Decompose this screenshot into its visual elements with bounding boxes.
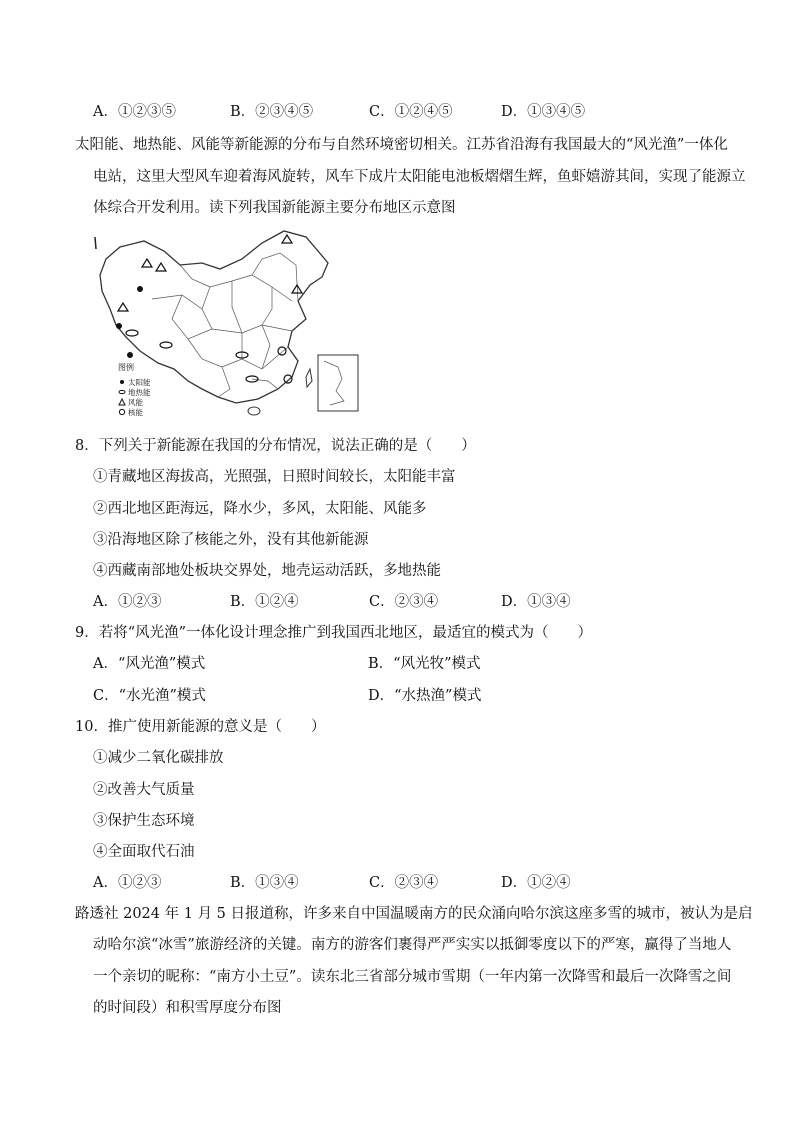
q9-options [93,652,653,708]
q9-stem: 9．若将“风光渔”一体化设计理念推广到我国西北地区，最适宜的模式为（ ） [75,625,593,641]
legend-geothermal-icon [119,390,125,393]
map-legend [118,362,151,417]
q7-option-d[interactable]: D．①③④⑤ [501,104,586,120]
intro2-line2: 动哈尔滨“冰雪”旅游经济的关键。南方的游客们裹得严严实实以抵御零度以下的严寒，赢得了当地人 [93,937,732,953]
intro2-line1: 路透社 2024 年 1 月 5 日报道称，许多来自中国温暖南方的民众涌向哈尔滨这座多雪的城市，被认为是启 [75,906,753,922]
q10-option-b[interactable]: B．①③④ [230,875,299,891]
q8-option-c[interactable]: C．②③④ [369,594,439,610]
intro1-line1: 太阳能、地热能、风能等新能源的分布与自然环境密切相关。江苏省沿海有我国最大的“风光渔”一体化 [75,137,728,153]
intro2-line4: 的时间段）和积雪厚度分布图 [93,1000,282,1016]
q10-options [93,871,653,893]
q9-option-d[interactable]: D．“水热渔”模式 [368,688,482,704]
intro1-line2: 电站，这里大型风车迎着海风旋转，风车下成片太阳能电池板熠熠生辉，鱼虾嬉游其间，实现了能源立 [93,169,746,185]
intro1-line3: 体综合开发利用。读下列我国新能源主要分布地区示意图 [93,200,456,216]
legend-solar-icon [120,380,124,384]
svg-text:核能: 核能 [128,408,143,417]
q10-option-c[interactable]: C．②③④ [369,875,439,891]
q10-stem: 10．推广使用新能源的意义是（ ） [75,719,326,735]
q10-item-3: ③保护生态环境 [93,813,195,829]
china-energy-map [92,229,362,425]
svg-text:风能: 风能 [128,398,143,407]
q8-item-1: ①青藏地区海拔高，光照强，日照时间较长，太阳能丰富 [93,469,456,485]
legend-wind-icon [119,399,125,405]
q10-item-4: ④全面取代石油 [93,844,195,860]
svg-text:地热能: 地热能 [128,388,151,397]
q8-stem: 8．下列关于新能源在我国的分布情况，说法正确的是（ ） [75,438,476,454]
svg-text:太阳能: 太阳能 [128,378,151,387]
q7-option-b[interactable]: B．②③④⑤ [230,104,314,120]
q10-option-d[interactable]: D．①②④ [501,875,571,891]
q9-option-c[interactable]: C．“水光渔”模式 [93,688,206,704]
q10-item-1: ①减少二氧化碳排放 [93,750,224,766]
q9-option-a[interactable]: A．“风光渔”模式 [93,656,206,672]
q8-options [93,590,653,612]
intro2-line3: 一个亲切的昵称：“南方小土豆”。读东北三省部分城市雪期（一年内第一次降雪和最后一次降雪之间 [93,969,732,985]
legend-title: 图例 [118,363,134,372]
q8-item-2: ②西北地区距海远，降水少，多风，太阳能、风能多 [93,501,427,517]
q10-item-2: ②改善大气质量 [93,782,195,798]
q9-option-b[interactable]: B．“风光牧”模式 [368,656,481,672]
q10-option-a[interactable]: A．①②③ [93,875,162,891]
legend-nuclear-icon [119,409,124,414]
q7-option-a[interactable]: A．①②③⑤ [93,104,176,120]
q8-option-a[interactable]: A．①②③ [93,594,162,610]
q7-option-c[interactable]: C．①②④⑤ [369,104,453,120]
q8-option-b[interactable]: B．①②④ [230,594,299,610]
q7-options [93,100,653,122]
q8-item-4: ④西藏南部地处板块交界处，地壳运动活跃，多地热能 [93,563,441,579]
q8-item-3: ③沿海地区除了核能之外，没有其他新能源 [93,532,369,548]
q8-option-d[interactable]: D．①③④ [501,594,571,610]
